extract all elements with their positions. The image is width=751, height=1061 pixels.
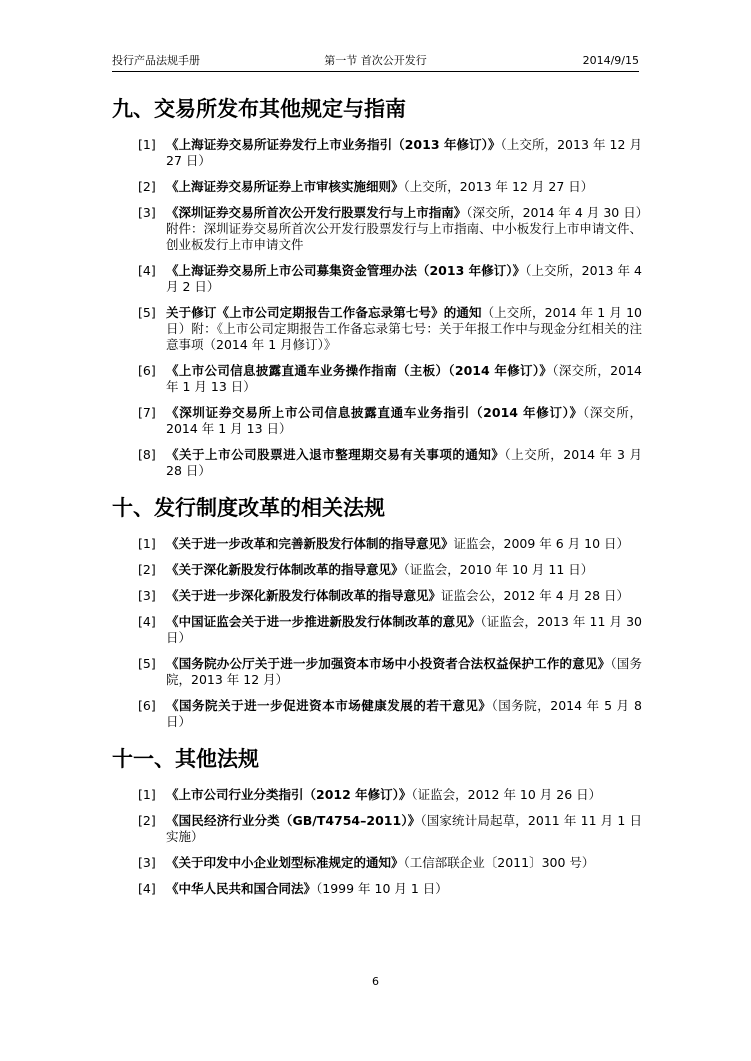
reference-number: [5]	[138, 656, 156, 671]
header-divider	[112, 71, 639, 72]
reference-text	[166, 614, 642, 646]
regulation-title: 《国务院关于进一步促进资本市场健康发展的若干意见》	[166, 698, 492, 713]
reference-text	[166, 855, 642, 871]
reference-list	[112, 137, 642, 479]
reference-item	[112, 205, 642, 253]
reference-text	[166, 536, 642, 552]
reference-number: [2]	[138, 179, 156, 194]
regulation-title: 《关于深化新股发行体制改革的指导意见》	[166, 562, 404, 577]
reference-item	[112, 263, 642, 295]
reference-text	[166, 205, 642, 253]
regulation-source: （国家统计局起草，2011 年 11 月 1 日实施）	[166, 813, 642, 844]
reference-number: [1]	[138, 536, 156, 551]
page-number: 6	[372, 975, 379, 988]
reference-text	[166, 562, 642, 578]
reference-item	[112, 813, 642, 845]
reference-text	[166, 787, 642, 803]
section-title: 九、交易所发布其他规定与指南	[112, 97, 406, 121]
reference-text	[166, 588, 642, 604]
regulation-source: （证监会，2010 年 10 月 11 日）	[403, 562, 594, 577]
reference-item	[112, 656, 642, 688]
reference-item	[112, 536, 642, 552]
reference-item	[112, 562, 642, 578]
regulation-source: （深交所，2014 年 1 月 13 日）	[166, 363, 642, 394]
document-body	[112, 80, 642, 907]
reference-number: [6]	[138, 363, 156, 378]
regulation-source: （国务院，2014 年 5 月 8 日）	[166, 698, 642, 729]
reference-text	[166, 881, 642, 897]
section-10	[112, 493, 642, 730]
regulation-source: （上交所，2013 年 4 月 2 日）	[166, 263, 642, 294]
header-date: 2014/9/15	[582, 54, 639, 67]
reference-item	[112, 305, 642, 353]
regulation-title: 《关于进一步改革和完善新股发行体制的指导意见》	[166, 536, 454, 551]
reference-number: [6]	[138, 698, 156, 713]
reference-item	[112, 447, 642, 479]
regulation-title: 《关于印发中小企业划型标准规定的通知》	[166, 855, 404, 870]
reference-item	[112, 855, 642, 871]
reference-text	[166, 813, 642, 845]
reference-item	[112, 405, 642, 437]
regulation-source: 证监会公，2012 年 4 月 28 日）	[441, 588, 630, 603]
reference-text	[166, 363, 642, 395]
reference-text	[166, 305, 642, 353]
reference-number: [1]	[138, 787, 156, 802]
reference-text	[166, 656, 642, 688]
reference-number: [7]	[138, 405, 156, 420]
reference-item	[112, 881, 642, 897]
regulation-title: 《深圳证券交易所上市公司信息披露直通车业务指引（2014 年修订）》	[166, 405, 583, 420]
regulation-source: （工信部联企业〔2011〕300 号）	[403, 855, 595, 870]
reference-item	[112, 179, 642, 195]
reference-item	[112, 698, 642, 730]
regulation-source: （深交所，2014 年 4 月 30 日）附件：深圳证券交易所首次公开发行股票发行与上市指南、中小板发行上市申请文件、创业板发行上市申请文件	[166, 205, 642, 252]
reference-number: [2]	[138, 813, 156, 828]
section-9	[112, 94, 642, 479]
regulation-source: （深交所，2014 年 1 月 13 日）	[166, 405, 642, 436]
reference-number: [5]	[138, 305, 156, 320]
regulation-title: 《上海证券交易所证券上市审核实施细则》	[166, 179, 404, 194]
reference-item	[112, 588, 642, 604]
reference-text	[166, 263, 642, 295]
section-title: 十、发行制度改革的相关法规	[112, 496, 385, 520]
section-title: 十一、其他法规	[112, 747, 259, 771]
header-book-title: 投行产品法规手册	[112, 54, 200, 67]
reference-number: [1]	[138, 137, 156, 152]
reference-list	[112, 536, 642, 730]
regulation-source: 证监会，2009 年 6 月 10 日）	[453, 536, 630, 551]
page-header	[112, 52, 639, 70]
regulation-title: 《上海证券交易所证券发行上市业务指引（2013 年修订）》	[166, 137, 501, 152]
regulation-source: （上交所，2013 年 12 月 27 日）	[166, 137, 642, 168]
regulation-title: 关于修订《上市公司定期报告工作备忘录第七号》的通知	[166, 305, 482, 320]
regulation-title: 《关于上市公司股票进入退市整理期交易有关事项的通知》	[166, 447, 505, 462]
reference-number: [4]	[138, 614, 156, 629]
reference-number: [4]	[138, 263, 156, 278]
regulation-title: 《上市公司行业分类指引（2012 年修订）》	[166, 787, 412, 802]
regulation-title: 《中华人民共和国合同法》	[166, 881, 317, 896]
reference-text	[166, 405, 642, 437]
reference-item	[112, 787, 642, 803]
regulation-source: （上交所，2014 年 3 月 28 日）	[166, 447, 642, 478]
header-section-title: 第一节 首次公开发行	[324, 54, 427, 67]
reference-text	[166, 698, 642, 730]
reference-number: [3]	[138, 855, 156, 870]
reference-number: [4]	[138, 881, 156, 896]
regulation-source: （国务院，2013 年 12 月）	[166, 656, 642, 687]
reference-item	[112, 614, 642, 646]
regulation-title: 《关于进一步深化新股发行体制改革的指导意见》	[166, 588, 442, 603]
regulation-source: （证监会，2012 年 10 月 26 日）	[411, 787, 602, 802]
regulation-source: （上交所，2013 年 12 月 27 日）	[403, 179, 594, 194]
reference-number: [2]	[138, 562, 156, 577]
section-11	[112, 744, 642, 897]
regulation-title: 《国民经济行业分类（GB/T4754–2011）》	[166, 813, 421, 828]
regulation-title: 《中国证监会关于进一步推进新股发行体制改革的意见》	[166, 614, 481, 629]
regulation-source: （上交所，2014 年 1 月 10 日）附：《上市公司定期报告工作备忘录第七号：关于年报工作中与现金分红相关的注意事项（2014 年 1 月修订）》	[166, 305, 642, 352]
reference-number: [3]	[138, 205, 156, 220]
reference-number: [8]	[138, 447, 156, 462]
reference-number: [3]	[138, 588, 156, 603]
regulation-title: 《上市公司信息披露直通车业务操作指南（主板）（2014 年修订）》	[166, 363, 553, 378]
reference-text	[166, 447, 642, 479]
regulation-title: 《国务院办公厅关于进一步加强资本市场中小投资者合法权益保护工作的意见》	[166, 656, 611, 671]
regulation-source: （1999 年 10 月 1 日）	[316, 881, 448, 896]
reference-text	[166, 137, 642, 169]
regulation-source: （证监会，2013 年 11 月 30 日）	[166, 614, 642, 645]
regulation-title: 《深圳证券交易所首次公开发行股票发行与上市指南》	[166, 205, 467, 220]
reference-list	[112, 787, 642, 897]
regulation-title: 《上海证券交易所上市公司募集资金管理办法（2013 年修订）》	[166, 263, 526, 278]
reference-text	[166, 179, 642, 195]
reference-item	[112, 363, 642, 395]
reference-item	[112, 137, 642, 169]
